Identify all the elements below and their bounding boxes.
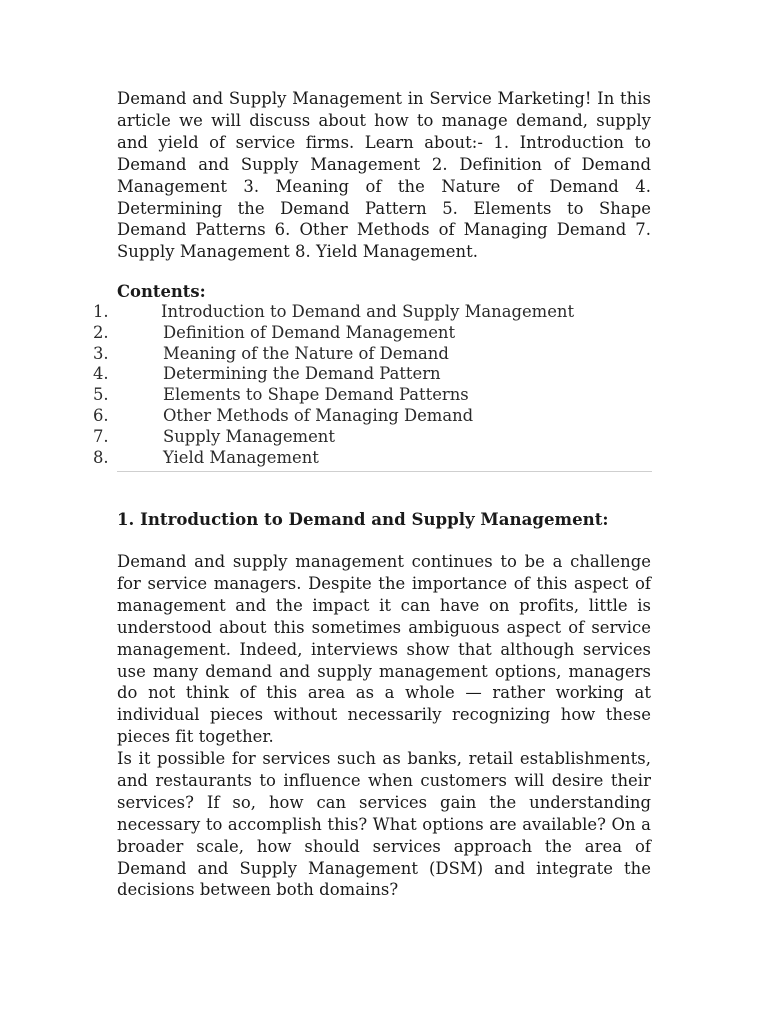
toc-item-number: 8. <box>93 447 109 467</box>
contents-heading: Contents: <box>117 282 206 301</box>
toc-item[interactable] <box>0 427 768 448</box>
toc-item[interactable] <box>0 448 768 469</box>
toc-item-label[interactable]: Meaning of the Nature of Demand <box>163 343 449 363</box>
toc-item[interactable] <box>0 406 768 427</box>
toc-item-label[interactable]: Supply Management <box>163 426 335 446</box>
toc-item-label[interactable]: Definition of Demand Management <box>163 322 456 342</box>
body-paragraph: Demand and supply management continues to be a challenge for service managers. Despite the importance of this aspect of management and the impact it can have on profits, little is understood about this sometimes ambiguous aspect of service management. Indeed, interviews show that although services use many demand and supply management options, managers do not think of this area as a whole — rather working at individual pieces without necessarily recognizing how these pieces fit together. <box>117 552 651 747</box>
body-paragraph: Is it possible for services such as banks, retail establishments, and restaurants to influence when customers will desire their services? If so, how can services gain the understanding necessary to accomplish this? What options are available? On a broader scale, how should services approach the area of Demand and Supply Management (DSM) and integrate the decisions between both domains? <box>117 749 651 900</box>
toc-item-number: 6. <box>93 405 109 425</box>
toc-item-label[interactable]: Elements to Shape Demand Patterns <box>163 385 469 405</box>
toc-item-number: 5. <box>93 385 109 405</box>
toc-item[interactable] <box>0 385 768 406</box>
toc-item-number: 4. <box>93 364 109 384</box>
toc-item-label[interactable]: Yield Management <box>163 447 319 467</box>
toc-item-label[interactable]: Other Methods of Managing Demand <box>163 405 474 425</box>
toc-item-number: 3. <box>93 343 109 363</box>
intro-paragraph: Demand and Supply Management in Service Marketing! In this article we will discuss about how to manage demand, supply and yield of service firms. Learn about:- 1. Introduction to Demand and Supply Management 2. Definition of Demand Management 3. Meaning of the Nature of Demand 4. Determining the Demand Pattern 5. Elements to Shape Demand Patterns 6. Other Methods of Managing Demand 7. Supply Management 8. Yield Management. <box>117 89 651 262</box>
toc-item[interactable] <box>0 323 768 344</box>
section-divider <box>117 471 652 472</box>
toc-item-number: 7. <box>93 426 109 446</box>
toc-item[interactable] <box>0 302 768 323</box>
toc-item-number: 1. <box>93 302 109 321</box>
toc-item-label[interactable]: Determining the Demand Pattern <box>163 364 441 384</box>
table-of-contents <box>0 302 768 468</box>
section-heading: 1. Introduction to Demand and Supply Management: <box>117 509 609 529</box>
toc-item[interactable] <box>0 344 768 365</box>
toc-item[interactable] <box>0 364 768 385</box>
toc-item-number: 2. <box>93 322 109 342</box>
toc-item-label[interactable]: Introduction to Demand and Supply Management <box>161 302 575 321</box>
